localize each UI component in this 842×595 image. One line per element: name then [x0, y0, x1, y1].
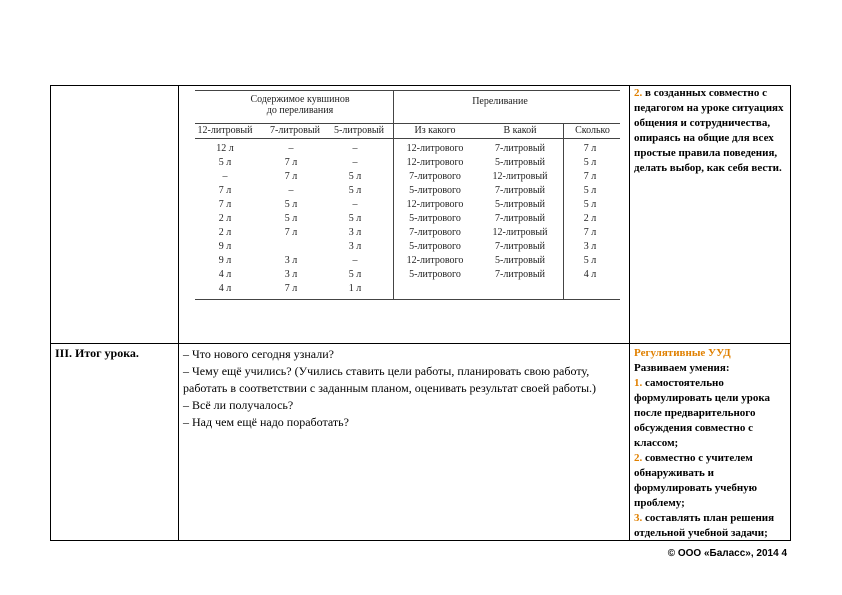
- summary-line: – Всё ли получалось?: [183, 398, 294, 412]
- col-label-amount: Сколько: [575, 125, 610, 136]
- item-number: 2.: [634, 87, 643, 99]
- inner-cell: 5-литровый: [495, 199, 545, 210]
- header-pouring: Переливание: [472, 96, 528, 107]
- inner-cell: –: [288, 185, 294, 196]
- inner-cell: 5-литровый: [495, 255, 545, 266]
- header-before-pouring: Содержимое кувшинов до переливания: [250, 94, 350, 116]
- inner-cell: 2 л: [218, 213, 232, 224]
- inner-cell: 5-литрового: [409, 213, 461, 224]
- table-left-border: [50, 85, 51, 541]
- inner-cell: 7 л: [284, 171, 298, 182]
- inner-cell: 12-литрового: [406, 157, 464, 168]
- summary-line: – Что нового сегодня узнали?: [183, 347, 334, 361]
- inner-cell: 3 л: [583, 241, 597, 252]
- inner-cell: 12 л: [216, 143, 234, 154]
- col-label-from: Из какого: [414, 125, 456, 136]
- inner-cell: 9 л: [218, 255, 232, 266]
- item-text: в созданных совместно с педагогом на уроке ситуациях общения и сотрудничества, опираясь на общие для всех простые правила поведения, делать выбор, как себя вести.: [634, 87, 784, 174]
- inner-cell: 7 л: [583, 143, 597, 154]
- inner-cell: –: [222, 171, 228, 182]
- inner-cell: 7-литровый: [495, 185, 545, 196]
- table-right-border: [790, 85, 791, 541]
- inner-cell: 5-литрового: [409, 269, 461, 280]
- inner-cell: 9 л: [218, 241, 232, 252]
- inner-cell: 5 л: [284, 199, 298, 210]
- inner-cell: 7-литрового: [409, 227, 461, 238]
- inner-cell: 5-литровый: [495, 157, 545, 168]
- inner-cell: 5 л: [583, 255, 597, 266]
- inner-cell: –: [288, 143, 294, 154]
- inner-cell: 5 л: [348, 213, 362, 224]
- inner-cell: 2 л: [218, 227, 232, 238]
- inner-cell: 5 л: [583, 185, 597, 196]
- uud-item: 2. совместно с учителем обнаруживать и формулировать учебную проблему;: [634, 452, 758, 509]
- inner-cell: 4 л: [583, 269, 597, 280]
- summary-line: – Над чем ещё надо поработать?: [183, 415, 349, 429]
- inner-cell: 7 л: [218, 199, 232, 210]
- col-label-to: В какой: [503, 125, 537, 136]
- col-label-5: 5-литровый: [334, 125, 384, 136]
- stage-title: III. Итог урока.: [55, 346, 139, 360]
- inner-cell: 3 л: [348, 227, 362, 238]
- inner-cell: –: [352, 199, 358, 210]
- inner-cell: 12-литрового: [406, 143, 464, 154]
- row-divider: [50, 343, 791, 344]
- col-divider-1: [178, 85, 179, 541]
- col-label-7: 7-литровый: [270, 125, 320, 136]
- inner-cell: 7-литровый: [495, 213, 545, 224]
- inner-cell: 7-литровый: [495, 241, 545, 252]
- regulative-uud: [634, 346, 786, 541]
- pouring-table: [190, 90, 620, 300]
- inner-cell: 7-литровый: [495, 143, 545, 154]
- inner-cell: 12-литрового: [406, 255, 464, 266]
- inner-cell: 7-литрового: [409, 171, 461, 182]
- inner-cell: 5-литрового: [409, 241, 461, 252]
- uud-title: Регулятивные УУД: [634, 347, 731, 359]
- inner-cell: 5 л: [348, 269, 362, 280]
- inner-cell: 5 л: [348, 171, 362, 182]
- inner-cell: –: [352, 157, 358, 168]
- inner-cell: 3 л: [284, 269, 298, 280]
- row1-uud-text: [634, 86, 786, 176]
- inner-cell: 1 л: [348, 283, 362, 294]
- inner-cell: 4 л: [218, 283, 232, 294]
- inner-cell: 5 л: [348, 185, 362, 196]
- inner-cell: 7 л: [218, 185, 232, 196]
- inner-cell: 5 л: [218, 157, 232, 168]
- col-label-12: 12-литровый: [197, 125, 253, 136]
- summary-line: – Чему ещё учились? (Учились ставить цели работы, планировать свою работу, работать в соответствии с заданным планом, оценивать результат своей работы.): [183, 364, 597, 395]
- inner-cell: 7-литровый: [495, 269, 545, 280]
- lesson-summary: [183, 346, 623, 431]
- inner-cell: –: [352, 255, 358, 266]
- inner-cell: 12-литрового: [406, 199, 464, 210]
- uud-item: 1. самостоятельно формулировать цели урока после предварительного обсуждения совместно с классом;: [634, 377, 771, 449]
- inner-cell: 7 л: [284, 283, 298, 294]
- inner-cell: 3 л: [348, 241, 362, 252]
- inner-cell: 12-литровый: [492, 227, 548, 238]
- inner-cell: 5 л: [583, 157, 597, 168]
- inner-cell: 3 л: [284, 255, 298, 266]
- col-divider-2: [629, 85, 630, 541]
- inner-cell: 4 л: [218, 269, 232, 280]
- copyright-footer: © ООО «Баласс», 2014 4: [667, 548, 787, 559]
- uud-item: 3. составлять план решения отдельной учебной задачи;: [634, 512, 775, 539]
- inner-cell: 7 л: [284, 157, 298, 168]
- inner-cell: 12-литровый: [492, 171, 548, 182]
- inner-cell: 5 л: [583, 199, 597, 210]
- inner-cell: 5-литрового: [409, 185, 461, 196]
- inner-cell: 7 л: [583, 171, 597, 182]
- inner-cell: 5 л: [284, 213, 298, 224]
- inner-cell: 7 л: [284, 227, 298, 238]
- inner-cell: –: [352, 143, 358, 154]
- inner-cell: 7 л: [583, 227, 597, 238]
- uud-intro: Развиваем умения:: [634, 362, 730, 374]
- inner-cell: 2 л: [583, 213, 597, 224]
